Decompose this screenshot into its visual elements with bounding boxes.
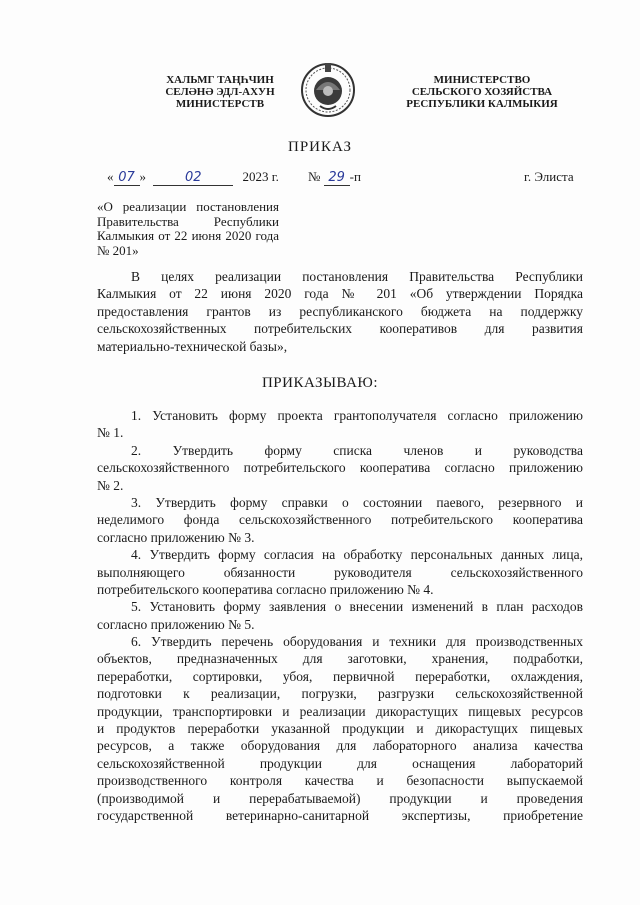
order-month: 02 (153, 171, 233, 186)
header-left-line: СЕЛӘНӘ ЭДЛ-АХУН (165, 86, 275, 98)
order-day: 07 (114, 171, 140, 186)
order-item-line: переработки, сортировки, убоя, первичной переработки, охлаждения, (97, 668, 583, 684)
order-item-line: выполняющего обязанности руководителя сельскохозяйственного (97, 564, 583, 580)
order-item-line: продукции, транспортировки и реализации дикорастущих пищевых ресурсов (97, 703, 583, 719)
order-item-line: неделимого фонда сельскохозяйственного потребительского кооператива (97, 512, 583, 528)
number-suffix: -п (349, 169, 361, 184)
order-number-value: 29 (324, 171, 350, 186)
number-sign: № (308, 169, 321, 184)
preamble-line: предоставления грантов из республиканского бюджета на поддержку (97, 303, 583, 319)
order-number (308, 169, 361, 186)
preamble-line: материально-технической базы», (97, 338, 288, 354)
order-item-line: и продуктов переработки указанной продукции и дикорастущих пищевых (97, 721, 583, 737)
order-year: 2023 г. (242, 169, 279, 184)
order-item-line: согласно приложению № 5. (97, 616, 255, 632)
subject-line: «О реализации постановления (97, 199, 279, 214)
order-item-line: сельскохозяйственного потребительского кооператива согласно приложению (97, 460, 583, 476)
header-left-line: ХАЛЬМГ ТАҢҺЧИН (166, 74, 274, 86)
order-item-line: ресурсов, а также оборудования для лабораторного анализа качества (97, 738, 583, 754)
header-right-line: РЕСПУБЛИКИ КАЛМЫКИЯ (406, 98, 558, 110)
order-item-line: государственной ветеринарно-санитарной экспертизы, приобретение (97, 807, 583, 823)
order-item-line: 1. Установить форму проекта грантополучателя согласно приложению (131, 408, 583, 423)
preamble-line: В целях реализации постановления Правительства Республики (131, 269, 583, 284)
subject-line: Калмыкия от 22 июня 2020 года (97, 228, 279, 243)
order-items (97, 407, 583, 824)
header-right-line: МИНИСТЕРСТВО (433, 74, 531, 86)
date-quote: » (139, 169, 146, 184)
ministry-header-russian (382, 74, 582, 110)
date-quote: « (107, 169, 114, 184)
order-item-line: подготовки к реализации, погрузки, разгрузки сельскохозяйственной (97, 686, 583, 702)
order-date (107, 169, 279, 186)
preamble-line: сельскохозяйственных потребительских кооперативов для развития (97, 321, 583, 337)
ministry-header-kalmyk (120, 74, 320, 110)
order-item-line: 6. Утвердить перечень оборудования и техники для производственных (131, 634, 583, 650)
subject-line: № 201» (97, 242, 139, 258)
order-item-line: сельскохозяйственной продукции для оснащения лабораторий (97, 755, 583, 771)
order-item-line: (производимой и перерабатываемой) продукции и проведения (97, 790, 583, 806)
order-subject (97, 200, 279, 258)
order-item-line: объектов, предназначенных для заготовки, хранения, подработки, (97, 651, 583, 667)
kalmykia-emblem-icon (300, 60, 356, 118)
order-title: ПРИКАЗ (288, 139, 352, 155)
subject-line: Правительства Республики (97, 213, 279, 229)
order-item-line: 3. Утвердить форму справки о состоянии паевого, резервного и (131, 494, 583, 510)
order-item-line: 5. Установить форму заявления о внесении изменений в план расходов (131, 599, 583, 615)
preamble (97, 268, 583, 355)
order-item-line: 2. Утвердить форму списка членов и руководства (131, 442, 583, 458)
order-item-line: согласно приложению № 3. (97, 529, 255, 545)
preamble-line: Калмыкия от 22 июня 2020 года № 201 «Об утверждении Порядка (97, 286, 583, 302)
order-item-line: 4. Утвердить форму согласия на обработку персональных данных лица, (131, 547, 583, 563)
header-left-line: МИНИСТЕРСТВ (175, 98, 265, 110)
order-item-line: № 2. (97, 477, 124, 493)
order-item-line: потребительского кооператива согласно приложению № 4. (97, 581, 434, 597)
order-city: г. Элиста (524, 169, 574, 184)
prikazyvayu-heading: ПРИКАЗЫВАЮ: (261, 375, 379, 391)
header-right-line: СЕЛЬСКОГО ХОЗЯЙСТВА (411, 86, 553, 98)
order-item-line: производственного контроля качества и безопасности выпускаемой (97, 773, 583, 789)
order-item-line: № 1. (97, 425, 124, 441)
